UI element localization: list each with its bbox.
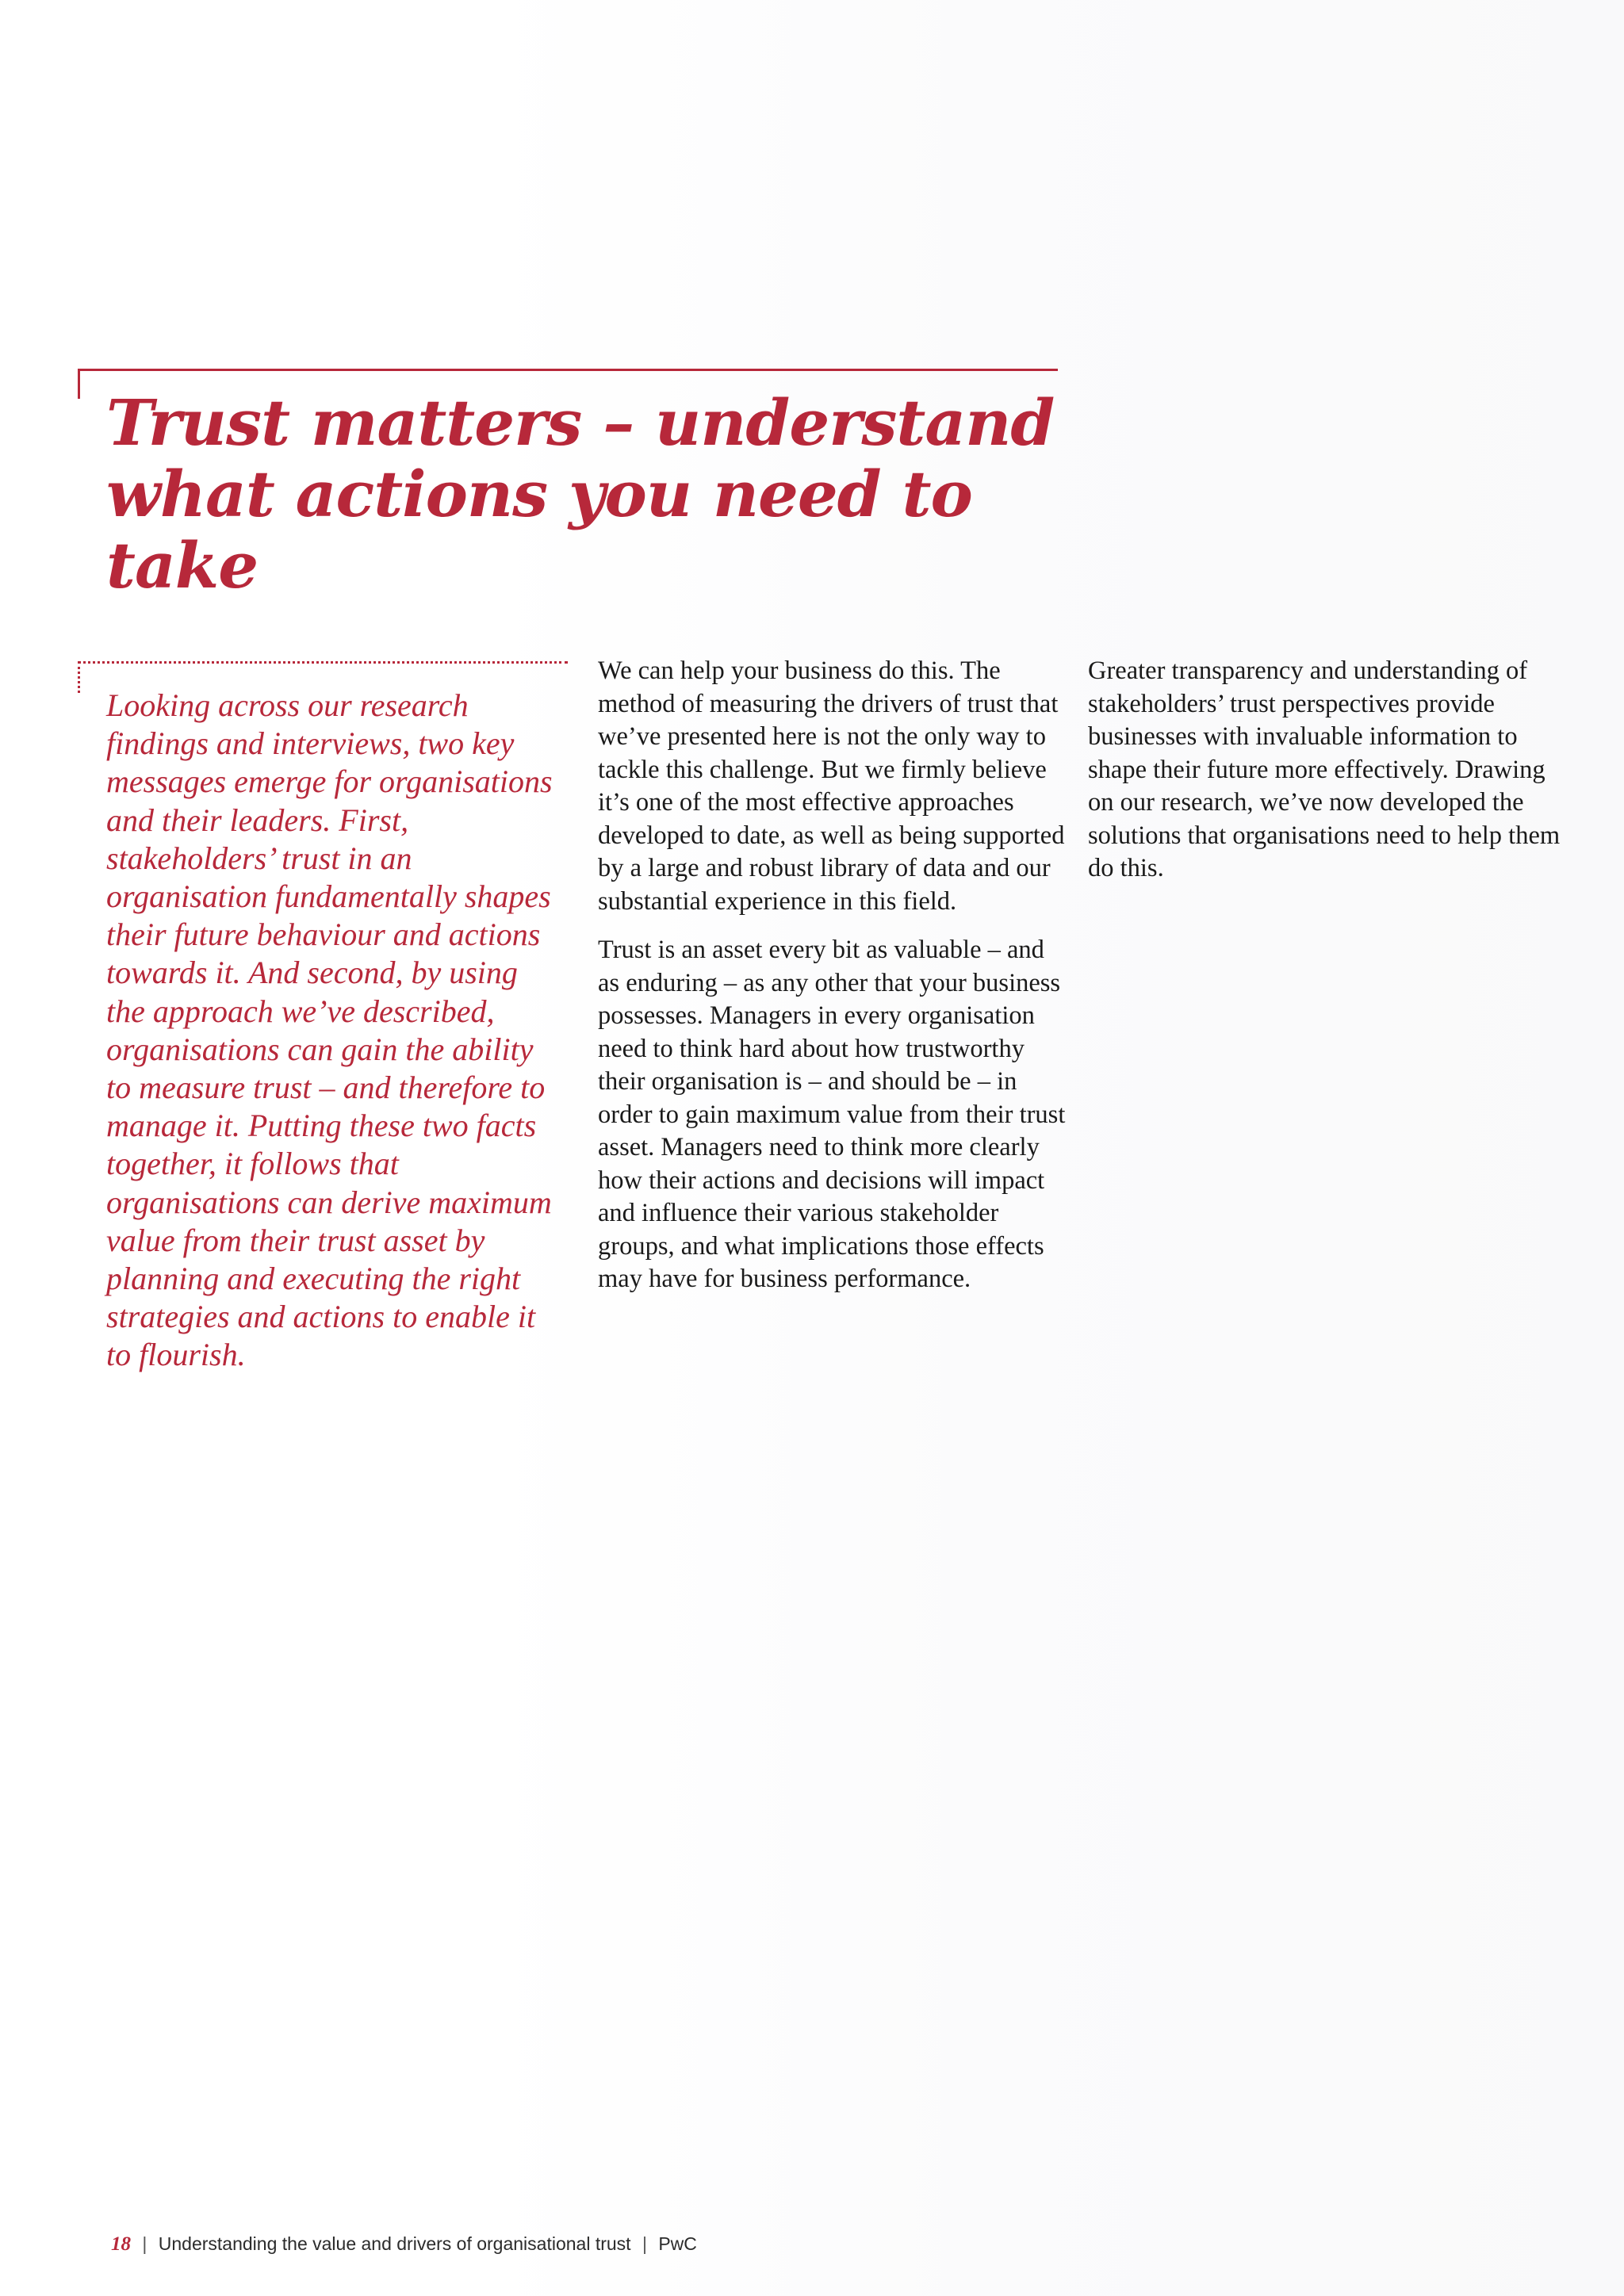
body-column-middle (598, 655, 1066, 1312)
heading-rule (78, 369, 1058, 371)
quote-dotted-rule (78, 661, 568, 664)
page-title: Trust matters – understand what actions you need to take (106, 385, 1055, 603)
body-paragraph: Trust is an asset every bit as valuable – and as enduring – as any other that your business possesses. Managers in every organisation need to think hard about how trustworthy their organisation is – and should be – in order to gain maximum value from their trust asset. Managers need to think more clearly how their actions and decisions will impact and influence their various stakeholder groups, and what implications those effects may have for business performance. (598, 936, 1066, 1293)
body-column-right (1088, 655, 1564, 901)
body-paragraph: Greater transparency and understanding of stakeholders’ trust perspectives provide businesses with invaluable information to shape their future more effectively. Drawing on our research, we’ve now developed the solutions that organisations need to help them do this. (1088, 656, 1561, 882)
body-paragraph: We can help your business do this. The method of measuring the drivers of trust that we’ve presented here is not the only way to tackle this challenge. But we firmly believe it’s one of the most effective approaches developed to date, as well as being supported by a large and robust library of data and our substantial experience in this field. (598, 656, 1065, 916)
quote-dotted-rule-tick (78, 661, 80, 693)
footer-separator: | (642, 2233, 647, 2254)
pull-quote: Looking across our research findings and interviews, two key messages emerge for organisations and their leaders. First, stakeholders’ trust in an organisation fundamentally shapes their future behaviour and actions towards it. And second, by using the approach we’ve described, organisations can gain the ability to measure trust – and therefore to manage it. Putting these two facts together, it follows that organisations can derive maximum value from their trust asset by planning and executing the right strategies and actions to enable it to flourish. (106, 687, 553, 1373)
page-number: 18 (111, 2233, 131, 2255)
footer-brand: PwC (658, 2233, 697, 2254)
heading-rule-tick (78, 369, 80, 399)
page-footer (111, 2233, 697, 2256)
footer-separator: | (142, 2233, 147, 2254)
footer-document-title: Understanding the value and drivers of organisational trust (158, 2233, 631, 2254)
